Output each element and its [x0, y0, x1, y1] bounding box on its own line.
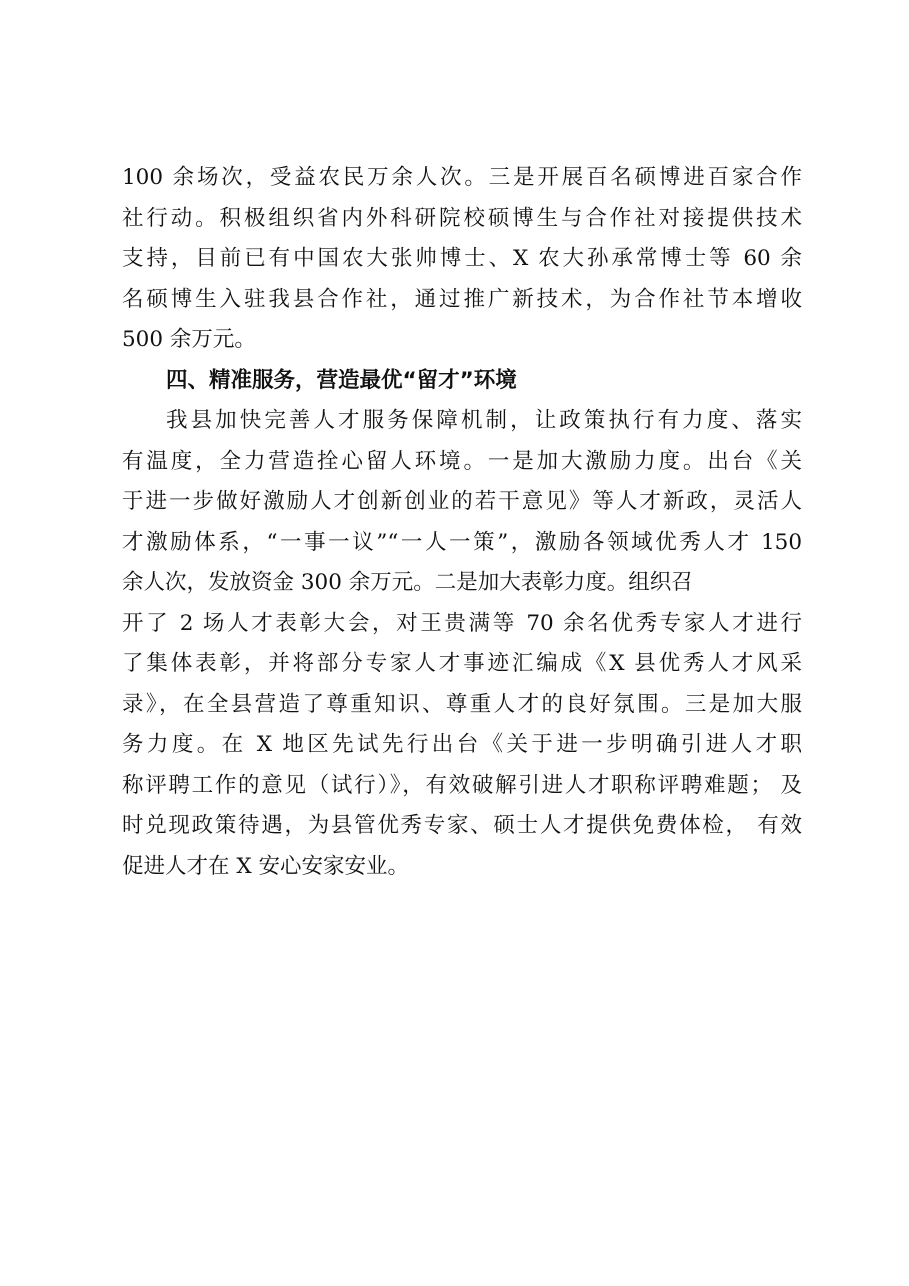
text-line: 有温度，全力营造拴心留人环境。一是加大激励力度。出台《关 [122, 448, 802, 474]
text-line: 支持，目前已有中国农大张帅博士、X 农大孙承常博士等 60 余 [122, 246, 802, 271]
document-body [122, 158, 802, 887]
text-line: 称评聘工作的意见（试行）》，有效破解引进人才职称评聘难题； 及 [122, 772, 802, 798]
text-line: 了集体表彰，并将部分专家人才事迹汇编成《X 县优秀人才风采 [122, 651, 802, 676]
text-line: 余人次，发放资金 300 余万元。二是加大表彰力度。组织召 [122, 570, 693, 595]
section-heading: 四、精准服务，营造最优“留才”环境 [166, 367, 517, 393]
text-line: 社行动。积极组织省内外科研院校硕博生与合作社对接提供技术 [122, 205, 802, 231]
text-line: 500 余万元。 [122, 327, 256, 352]
text-line: 录》，在全县营造了尊重知识、尊重人才的良好氛围。三是加大服 [122, 691, 802, 717]
text-line: 开了 2 场人才表彰大会，对王贵满等 70 余名优秀专家人才进行 [122, 610, 802, 636]
text-line: 100 余场次，受益农民万余人次。三是开展百名硕博进百家合作 [122, 165, 802, 190]
paragraph-2 [122, 401, 802, 887]
text-line: 名硕博生入驻我县合作社，通过推广新技术，为合作社节本增收 [122, 286, 802, 312]
text-line: 我县加快完善人才服务保障机制，让政策执行有力度、落实 [166, 408, 802, 433]
text-line: 促进人才在 X 安心安家安业。 [122, 853, 409, 879]
text-line: 时兑现政策待遇，为县管优秀专家、硕士人才提供免费体检， 有效 [122, 813, 802, 838]
text-line: 才激励体系，“一事一议”“一人一策”，激励各领域优秀人才 150 [122, 529, 802, 555]
text-line: 务力度。在 X 地区先试先行出台《关于进一步明确引进人才职 [122, 732, 802, 757]
text-line: 于进一步做好激励人才创新创业的若干意见》等人才新政，灵活人 [122, 489, 802, 514]
paragraph-1 [122, 158, 802, 361]
